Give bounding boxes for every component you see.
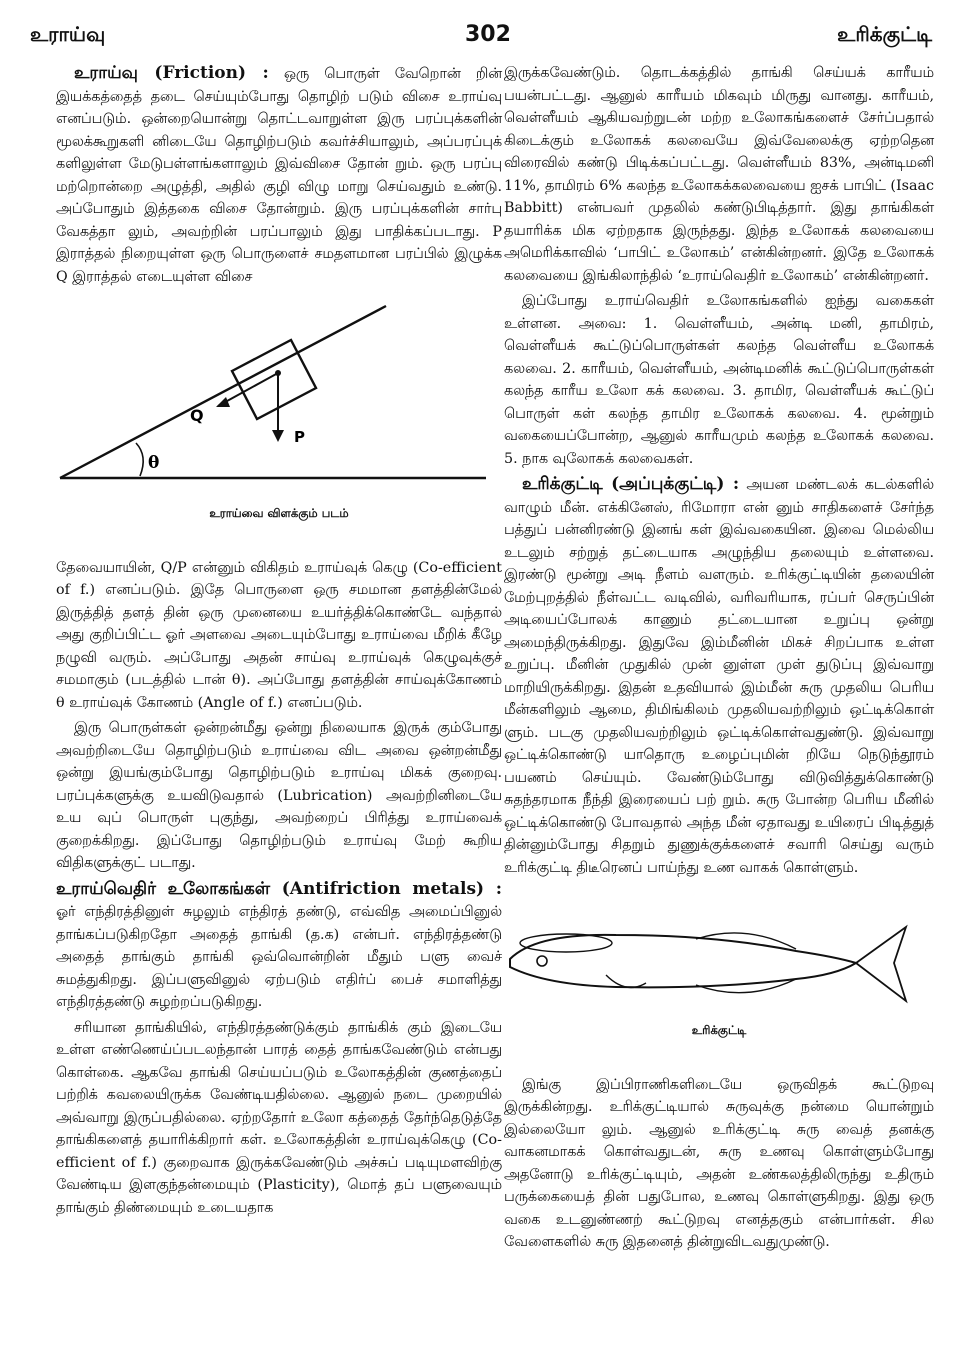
fish-caption: உரிக்குட்டி bbox=[691, 1023, 747, 1037]
remora-fish-illustration bbox=[496, 905, 916, 1015]
remora-text: அயன மண்டலக் கடல்களில் வாழும் மீன். எக்கினேஸ், ரிமோரா என் னும் சாதிகளைச் சேர்ந்த பத்துப் பன்னிரண்டு இனங் கள் இவ்வகையின. இவை மெல்லிய உடலும் சற்றுத் தட்டையாக அழுந்திய தலையும் உள்ளவை. இரண்டு மூன்று அடி நீளம் வளரும். உரிக்குட்டியின் தலையின் மேற்புறத்தில் நீள்வட்ட வடிவில், வரிவரியாக, ரப்பர் செருப்பின் அடியைப்போலக் காணும் தட்டையான உறுப்பு ஒன்று அமைந்திருக்கிறது. இதுவே இம்மீனின் மிகச் சிறப்பாக உள்ள உறுப்பு. மீனின் முதுகில் முன் னுள்ள முள் துடுப்பு இவ்வாறு மாறியிருக்கிறது. இதன் உதவியால் இம்மீன் சுரு முதலிய பெரிய மீன்களிலும் ஆமை, திமிங்கிலம் முதலியவற்றிலும் ஒட்டிக்கொள் ளும். படகு முதலியவற்றிலும் ஒட்டிக்கொள்வதுண்டு. இவ்வாறு ஒட்டிக்கொண்டு யாதொரு உழைப்புமின் றியே நெடுந்தூரம் பயணம் செய்யும். வேண்டும்போது விடுவித்துக்கொண்டு சுதந்தரமாக நீந்தி இரையைப் பற் றும். சுரு போன்ற பெரிய மீனில் ஒட்டிக்கொண்டு போவதால் அந்த மீன் ஏதாவது உயிரைப் பிடித்துத் தின்னும்போது சிதறும் துணுக்குக்களைச் சவாரி செய்து வரும் உரிக்குட்டி திடீரெனப் பாய்ந்து உண வாகக் கொள்ளும். bbox=[504, 477, 934, 876]
bearing-paragraph: சரியான தாங்கியில், எந்திரத்தண்டுக்கும் தாங்கிக் கும் இடையே உள்ள எண்ணெய்ப்படலந்தான் பாரத் தைத் தாங்கவேண்டும் என்பது கொள்கை. ஆகவே தாங்கி செய்யப்படும் உலோகத்தின் குணத்தைப் பற்றிக் கவலையிருக்க வேண்டியதில்லை. ஆனுல் நடை முறையில் அவ்வாறு இருப்பதில்லை. ஏற்றதோர் உலோ கத்தைத் தேர்ந்தெடுத்தே தாங்கிகளைத் தயாரிக்கிறார் கள். உலோகத்தின் உராய்வுக்கெழு (Co-efficient of f.) குறைவாக இருக்கவேண்டும் அச்சுப் படியுமளவிற்கு வேண்டிய இளகுந்தன்மையும் (Plasticity), மொத் தப் பளுவையும் தாங்கும் திண்மையும் உடையதாக bbox=[56, 1019, 502, 1216]
fish-eye bbox=[537, 956, 547, 966]
page-number: 302 bbox=[465, 22, 511, 47]
running-head-left: உராய்வு bbox=[30, 22, 106, 46]
alloy-types-paragraph: இப்போது உராய்வெதிர் உலோகங்களில் ஐந்து வகைகள் உள்ளன. அவை: 1. வெள்ளீயம், அன்டி மனி, தாமிரம், வெள்ளீயக் கூட்டுப்பொருள்கள் கலந்த வெள்ளீய உலோகக் கலவை. 2. காரீயம், வெள்ளீயம், அன்டிமனிக் கூட்டுப்பொருள்கள் கலந்த காரீய உலோ கக் கலவை. 3. தாமிர, வெள்ளீயக் கூட்டுப் பொருள் கள் கலந்த தாமிர உலோகக் கலவை. 4. மூன்றும் வகையைப்போன்ற, ஆனுல் காரீயமும் கலந்த உலோகக் கலவை. 5. நாக வுலோகக் கலவைகள். bbox=[504, 293, 934, 467]
friction-diagram bbox=[56, 296, 502, 496]
fish-body bbox=[510, 935, 856, 987]
label-theta: θ bbox=[148, 453, 160, 473]
incline-line bbox=[60, 306, 386, 478]
label-q: Q bbox=[190, 406, 204, 425]
label-p: P bbox=[294, 428, 305, 446]
remora-paragraph bbox=[504, 473, 934, 879]
babbitt-paragraph: இருக்கவேண்டும். தொடக்கத்தில் தாங்கி செய்யக் காரீயம் பயன்பட்டது. ஆனுல் காரீயம் மிகவும் மிருது வானது. காரீயம், வெள்ளீயம் ஆகியவற்றுடன் மற்ற உலோகங்களைச் சேர்ப்பதால் கிடைக்கும் உலோகக் கலவையே இவ்வேலைக்கு ஏற்றதென விரைவில் கண்டு பிடிக்கப்பட்டது. வெள்ளீயம் 83%, அன்டிமனி 11%, தாமிரம் 6% கலந்த உலோகக்கலவையை ஐசக் பாபிட் (Isaac Babbitt) என்பவர் முதலில் கண்டுபிடித்தார். இது தாங்கிகள் தயாரிக்க மிக ஏற்றதாக இருந்தது. இந்த உலோகக் கலவையை அமெரிக்காவில் ‘பாபிட் உலோகம்’ என்கின்றனர். இதே உலோகக் கலவையை இங்கிலாந்தில் ‘உராய்வெதிர் உலோகம்’ என்கின்றனர். bbox=[504, 65, 934, 284]
dorsal-fin bbox=[696, 933, 796, 949]
left-column bbox=[56, 62, 502, 1222]
lubrication-paragraph: இரு பொருள்கள் ஒன்றன்மீது ஒன்று நிலையாக இருக் கும்போது அவற்றிடையே தொழிற்படும் உராய்வை விட அவை ஒன்றன்மீது ஒன்று இயங்கும்போது தொழிற்படும் உராய்வு மிகக் குறைவு. பரப்புக்களுக்கு உயவிடுவதால் (Lubrication) அவற்றினிடையே உய வுப் பொருள் புகுந்து, அவற்றைப் பிரித்து உராய்வைக் குறைக்கிறது. இப்போது தொழிற்படும் உராய்வு மேற் கூறிய விதிகளுக்குட் படாது. bbox=[56, 720, 502, 871]
entry-term-antifriction: உராய்வெதிர் உலோகங்கள் (Antifriction metals) : bbox=[56, 878, 502, 899]
friction-paragraph bbox=[56, 62, 502, 288]
angle-arc bbox=[136, 443, 143, 476]
entry-term-friction: உராய்வு (Friction) : bbox=[74, 63, 269, 83]
pectoral-fin bbox=[606, 975, 646, 988]
pull-arrow-head bbox=[216, 397, 230, 407]
right-column bbox=[504, 62, 934, 1257]
friction-text: ஒரு பொருள் வேறொன் றின் இயக்கத்தைத் தடை செய்யும்போது தொழிற் படும் விசை உராய்வு எனப்படும். ஒன்றையொன்று தொட்டவாறுள்ள இரு பரப்புக்களின் மூலக்கூறுகளி னிடையே தொழிற்படும் கவர்ச்சியாலும், அப்பரப்புக் களிலுள்ள மேடுபள்ளங்களாலும் இவ்விசை தோன் றும். ஒரு பரப்பு மற்றொன்றை அழுத்தி, அதில் குழி விழு மாறு செய்வதும் உண்டு. அப்போதும் இத்தகை விசை தோன்றும். இரு பரப்புக்களின் சார்பு வேகத்தா லும், அவற்றின் பரப்பாலும் இது பாதிக்கப்படாது. P இராத்தல் நிறையுள்ள ஒரு பொருளைச் சமதளமான பரப்பில் இழுக்க Q இராத்தல் எடையுள்ள விசை bbox=[56, 66, 503, 285]
coefficient-paragraph: தேவையாயின், Q/P என்னும் விகிதம் உராய்வுக் கெழு (Co-efficient of f.) எனப்படும். இதே பொருளை ஒரு சமமான தளத்தின்மேல் இருத்தித் தளத் தின் ஒரு முனையை உயர்த்திக்கொண்டே வந்தால் அது குறிப்பிட்ட ஓர் அளவை அடையும்போது உராய்வை மீறிக் கீழே நழுவி வரும். அப்போது அதன் சாய்வு உராய்வுக் கெழுவுக்குச் சமமாகும் (படத்தில் டான் θ). அப்போது தளத்தின் சாய்வுக்கோணம் θ உராய்வுக் கோணம் (Angle of f.) எனப்படும். bbox=[56, 559, 502, 711]
tail-fin bbox=[856, 927, 906, 1001]
running-head-right: உரிக்குட்டி bbox=[837, 22, 932, 46]
symbiosis-paragraph: இங்கு இப்பிராணிகளிடையே ஒருவிதக் கூட்டுறவு இருக்கின்றது. உரிக்குட்டியால் சுருவுக்கு நன்மை யொன்றும் இல்லையோ லும். ஆனுல் உரிக்குட்டி சுரு வைத் தனக்கு வாகனமாகக் கொள்வதுடன், சுரு உணவு கொள்ளும்போது அதனோடு உரிக்குட்டியும், அதன் உண்கலத்திலிருந்து உதிரும் பருக்கையைத் தின் பதுபோல, உணவு கொள்ளுகிறது. இது ஒரு வகை உடனுண்ணற் கூட்டுறவு எனத்தகும் என்பார்கள். சில வேளைகளில் சுரு இதனைத் தின்றுவிடவதுமுண்டு. bbox=[504, 1076, 934, 1250]
figure-caption: உராய்வை விளக்கும் படம் bbox=[209, 506, 349, 520]
weight-arrow-head bbox=[272, 430, 284, 442]
antifriction-paragraph bbox=[56, 878, 502, 1014]
entry-term-remora: உரிக்குட்டி (அப்புக்குட்டி) : bbox=[522, 474, 740, 494]
antifriction-text: ஓர் எந்திரத்தினுள் சுழலும் எந்திரத் தண்டு, எவ்வித அமைப்பினுல் தாங்கப்படுகிறதோ அதைத் தாங்கி (த.க) என்பர். எந்திரத்தண்டு அதைத் தாங்கும் தாங்கி ஒவ்வொன்றின் மீதும் பளு வைச் சுமத்துகிறது. இப்பளுவினுல் ஏற்படும் எதிர்ப் பைச் சமாளித்து எந்திரத்தண்டு சுழற்றப்படுகிறது. bbox=[56, 904, 502, 1010]
